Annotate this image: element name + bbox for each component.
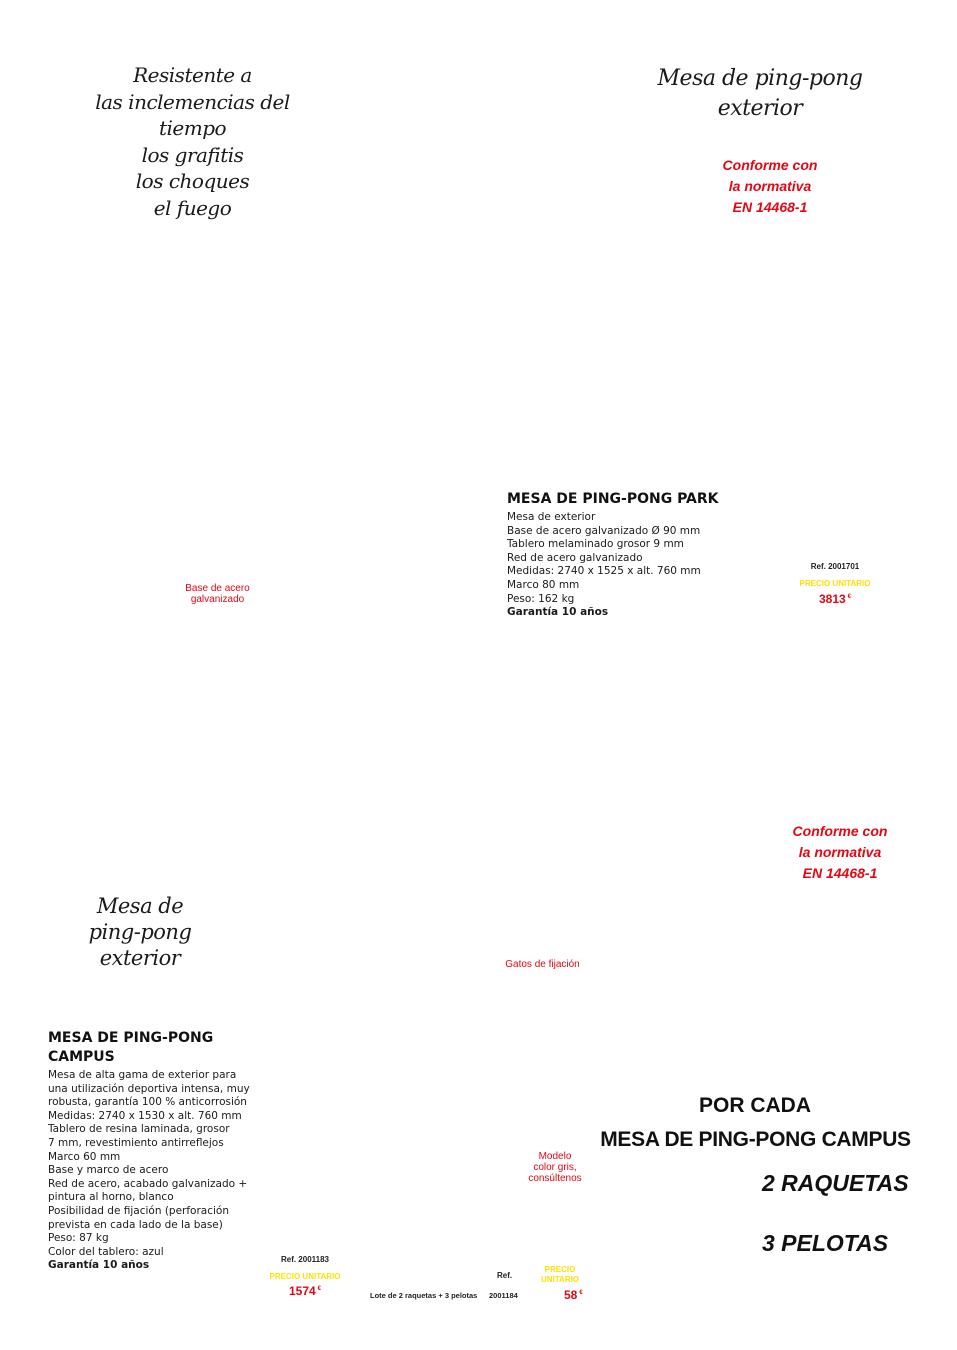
script-line: exterior: [99, 946, 181, 970]
promo-line-2: MESA DE PING-PONG CAMPUS: [600, 1128, 911, 1151]
durability-script-block: [80, 62, 305, 221]
callout-line: galvanizado: [190, 594, 245, 605]
spec-line: Peso: 162 kg: [507, 592, 575, 605]
script-line: ping-pong: [88, 920, 192, 944]
script-line: el fuego: [153, 195, 232, 220]
callout-line: consúltenos: [528, 1173, 582, 1184]
campus-title: [48, 1029, 268, 1067]
script-line: Mesa de: [96, 894, 184, 918]
spec-line: Mesa de exterior: [507, 511, 596, 523]
campus-price-block: [255, 1255, 355, 1298]
spec-line: Color del tablero: azul: [48, 1245, 164, 1258]
promo-rackets: 2 RAQUETAS: [762, 1170, 909, 1196]
base-callout-label: [160, 583, 275, 605]
spec-line: Peso: 87 kg: [48, 1232, 109, 1245]
spec-line: Red de acero, acabado galvanizado +: [48, 1177, 248, 1190]
title-line: MESA DE PING-PONG: [48, 1030, 214, 1046]
guarantee-line: Garantía 10 años: [507, 606, 609, 619]
campus-ref: Ref. 2001183: [280, 1255, 330, 1264]
norm-compliance-badge: [700, 155, 840, 218]
grey-model-callout: [510, 1151, 600, 1184]
script-line: Resistente a: [133, 63, 252, 87]
spec-line: Tablero melaminado grosor 9 mm: [507, 538, 684, 551]
spec-line: una utilización deportiva intensa, muy: [48, 1082, 250, 1095]
lote-ref-label: Ref.: [497, 1271, 513, 1280]
outdoor-table-script-label: [70, 893, 210, 971]
label-line: UNITARIO: [540, 1275, 580, 1284]
callout-line: Modelo: [538, 1151, 572, 1162]
lote-description: Lote de 2 raquetas + 3 pelotas: [370, 1291, 478, 1300]
spec-line: Medidas: 2740 x 1530 x alt. 760 mm: [48, 1109, 242, 1122]
park-price-block: [785, 562, 885, 606]
currency-symbol: €: [317, 1286, 322, 1292]
norm-line: Conforme con: [722, 157, 818, 173]
title-line: CAMPUS: [48, 1049, 115, 1065]
park-price-label: PRECIO UNITARIO: [799, 579, 871, 588]
lote-price-label: [535, 1265, 585, 1285]
norm-line: la normativa: [798, 844, 882, 860]
campus-price-label: PRECIO UNITARIO: [269, 1272, 341, 1281]
price-value: 3813: [818, 592, 846, 606]
spec-line: Posibilidad de fijación (perforación: [48, 1204, 230, 1217]
norm-line: Conforme con: [792, 823, 888, 839]
promo-line-1: POR CADA: [698, 1094, 811, 1117]
spec-line: prevista en cada lado de la base): [48, 1218, 223, 1231]
park-price: [785, 592, 885, 606]
currency-symbol: €: [847, 594, 852, 600]
spec-line: Tablero de resina laminada, grosor: [48, 1123, 230, 1136]
spec-line: Mesa de alta gama de exterior para: [48, 1069, 237, 1081]
spec-line: Marco 80 mm: [507, 578, 580, 591]
park-specs: [507, 511, 747, 620]
norm-line: la normativa: [728, 178, 812, 194]
price-value: 58: [564, 1288, 578, 1302]
outdoor-table-script-heading: Mesa de ping-pong exterior: [657, 66, 863, 121]
lote-ref-number: 2001184: [489, 1291, 518, 1300]
spec-line: Base y marco de acero: [48, 1164, 169, 1177]
campus-product-block: [48, 1029, 268, 1273]
promo-balls: 3 PELOTAS: [762, 1230, 889, 1256]
park-product-block: [507, 490, 747, 620]
park-ref: Ref. 2001701: [810, 562, 860, 571]
norm-line: EN 14468-1: [732, 199, 808, 215]
clamps-callout-label: Gatos de fijación: [505, 959, 580, 970]
script-line: los choques: [135, 169, 250, 193]
spec-line: Red de acero galvanizado: [507, 551, 643, 564]
spec-line: Base de acero galvanizado Ø 90 mm: [507, 524, 701, 537]
campus-price: [255, 1284, 355, 1298]
park-title: MESA DE PING-PONG PARK: [507, 491, 719, 507]
script-line: los grafitis: [141, 142, 244, 167]
norm-compliance-badge-2: [770, 821, 910, 884]
currency-symbol: €: [579, 1290, 583, 1296]
spec-line: Marco 60 mm: [48, 1150, 121, 1163]
spec-line: robusta, garantía 100 % anticorrosión: [48, 1096, 247, 1109]
guarantee-line: Garantía 10 años: [48, 1259, 150, 1272]
campus-specs: [48, 1069, 268, 1273]
callout-line: color gris,: [533, 1162, 577, 1173]
norm-line: EN 14468-1: [802, 865, 878, 881]
spec-line: Medidas: 2740 x 1525 x alt. 760 mm: [507, 565, 701, 578]
price-value: 1574: [288, 1284, 316, 1298]
lote-price: [564, 1288, 583, 1302]
script-line: las inclemencias del tiempo: [95, 89, 290, 140]
spec-line: pintura al horno, blanco: [48, 1191, 174, 1204]
callout-line: Base de acero: [185, 583, 250, 594]
label-line: PRECIO: [544, 1265, 576, 1274]
spec-line: 7 mm, revestimiento antirreflejos: [48, 1136, 224, 1149]
